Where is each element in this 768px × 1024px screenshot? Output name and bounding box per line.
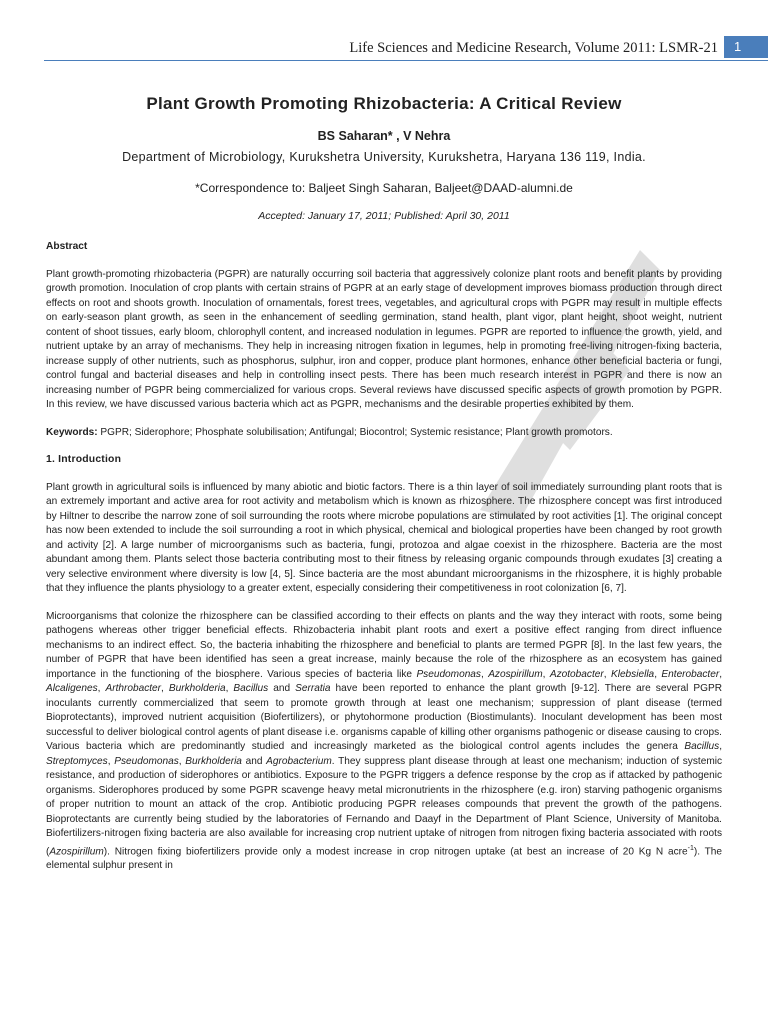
keywords-text: PGPR; Siderophore; Phosphate solubilisation; Antifungal; Biocontrol; Systemic resistance; Plant growth promotors. bbox=[97, 426, 613, 438]
text-run: , bbox=[654, 668, 662, 680]
abstract-text: Plant growth-promoting rhizobacteria (PGPR) are naturally occurring soil bacteria that aggressively colonize plant roots and benefit plants by providing growth promotion. Inoculation of crop plants with certain strains of PGPR at an early stage of development improves biomass production through direct effects on root and shoots growth. Inoculation of ornamentals, forest trees, vegetables, and agricultural crops with PGPR may result in multiple effects on early-season plant growth, as seen in the enhancement of seedling germination, stand health, plant vigor, plant height, shoot weight, nutrient content of shoot tissues, early bloom, chlorophyll content, and increased nodulation in legumes. PGPR are reported to influence the growth, yield, and nutrient uptake by an array of mechanisms. They help in increasing nitrogen fixation in legumes, help in promoting free-living nitrogen-fixing bacteria, increase supply of other nutrients, such as phosphorus, sulphur, iron and copper, produce plant hormones, enhance other beneficial bacteria or fungi, control fungal and bacterial diseases and help in controlling insect pests. There has been much research interest in PGPR and there is now an increasing number of PGPR being commercialized for various crops. Several reviews have discussed specific aspects of growth promotion by PGPR. In this review, we have discussed various bacteria which act as PGPR, mechanisms and the desirable properties exhibited by them. bbox=[46, 268, 722, 410]
text-run: , bbox=[225, 683, 234, 694]
genus-name: Pseudomonas bbox=[114, 755, 179, 767]
text-run: , bbox=[161, 683, 169, 694]
genus-name: Bacillus bbox=[233, 683, 269, 694]
text-run: , bbox=[719, 741, 722, 752]
text-run: . They suppress plant disease through at least one mechanism; induction of systemic resistance, and production of siderophores or antibiotics. Exposure to the PGPR triggers a defence response by the crop as if attacked by pathogenic organisms. Siderophores produced by some PGPR scavenge heavy metal micronutrients in the rhizosphere (e.g. iron) starving pathogenic organisms of proper nutrition to mount an attack of the crop. Antibiotic producing PGPR releases compounds that prevent the growth of the pathogens. Bioprotectants are currently being studied by the laboratories of Fernando and Daayf in the Department of Plant Science, University of Manitoba. Biofertilizers-nitrogen fixing bacteria are also available for increasing crop nutrient uptake of nitrogen from nitrogen fixing bacteria associated with roots ( bbox=[46, 755, 723, 857]
text-run: , bbox=[542, 668, 550, 680]
text-run: , bbox=[97, 683, 106, 694]
paper-body bbox=[46, 240, 722, 887]
text-run: ). Nitrogen fixing biofertilizers provide only a modest increase in crop nitrogen uptake (at best an increase of 20 Kg N acre bbox=[103, 845, 688, 857]
text-run: , bbox=[178, 755, 186, 767]
paper-authors: BS Saharan* , V Nehra bbox=[317, 129, 451, 143]
section-heading-introduction: 1. Introduction bbox=[46, 454, 122, 465]
text-run: , bbox=[719, 668, 723, 680]
genus-name: Azospirillum bbox=[49, 845, 104, 857]
genus-name: Streptomyces bbox=[46, 755, 108, 767]
genus-name: Agrobacterium bbox=[266, 755, 332, 767]
header-rule bbox=[44, 60, 768, 61]
text-run: have been reported to enhance the plant growth [9-12]. There are several PGPR inoculants currently commercialized that seem to promote growth through at least one mechanism; suppression of plant disease (termed Bioprotectants), improved nutrient acquisition (Biofertilizers), or phytohormone production (Biostimulants). Inoculant development has been most successful to deliver biological control agents of plant disease i.e. organisms capable of killing other organisms pathogenic or disease causing to crops. Various bacteria which are predominantly studied and increasingly marketed as the biological control agents includes the genera bbox=[46, 683, 723, 752]
text-run: , bbox=[480, 668, 489, 680]
text-run: ). The elemental sulphur present in bbox=[46, 845, 722, 872]
genus-name: Azotobacter bbox=[549, 668, 604, 680]
intro-paragraph-2 bbox=[46, 610, 722, 874]
genus-name: Pseudomonas bbox=[416, 668, 481, 680]
genus-name: Klebsiella bbox=[610, 668, 655, 680]
genus-name: Enterobacter bbox=[661, 668, 720, 680]
genus-name: Azospirillum bbox=[488, 668, 543, 680]
keywords-line bbox=[46, 426, 722, 441]
paper-title: Plant Growth Promoting Rhizobacteria: A Critical Review bbox=[146, 94, 622, 113]
genus-name: Alcaligenes bbox=[46, 683, 98, 694]
page-number-badge: 1 bbox=[724, 36, 768, 58]
superscript: -1 bbox=[687, 844, 694, 852]
intro-paragraph-1: Plant growth in agricultural soils is influenced by many abiotic and biotic factors. There is a thin layer of soil immediately surrounding plant roots that is an extremely important and active area for root activity and metabolism which is known as rhizosphere. The rhizosphere concept was first introduced by Hiltner to describe the narrow zone of soil surrounding the roots where microbe populations are stimulated by root activities [1]. The original concept has now been extended to include the soil surrounding a root in which physical, chemical and biological properties have been changed by root growth and activity [2]. A large number of microorganisms such as bacteria, fungi, protozoa and algae coexist in the rhizosphere. Bacteria are the most abundant among them. Plants select those bacteria contributing most to their fitness by releasing organic compounds through exudates [3] creating a very selective environment where diversity is low [4, 5]. Since bacteria are the most abundant microorganisms in the rhizosphere, it is highly probable that they influence the plants physiology to a greater extent, especially considering their competitiveness in root colonization [6, 7]. bbox=[46, 481, 722, 594]
text-run: Microorganisms that colonize the rhizosphere can be classified according to their effects on plants and the way they interact with roots, some being pathogens whereas other trigger beneficial effects. Rhizobacteria inhabit plant roots and exert a positive effect ranging from direct influence mechanisms to an indirect effect. So, the bacteria inhabiting the rhizosphere and beneficial to plants are termed PGPR [8]. In the last few years, the number of PGPR that have been identified has seen a great increase, mainly because the role of the rhizosphere as an ecosystem has gained importance in the functioning of the biosphere. Various species of bacteria like bbox=[46, 610, 722, 680]
genus-name: Bacillus bbox=[684, 741, 720, 752]
author-affiliation: Department of Microbiology, Kurukshetra University, Kurukshetra, Haryana 136 119, India. bbox=[122, 150, 646, 164]
page-header bbox=[0, 0, 768, 62]
publication-dates: Accepted: January 17, 2011; Published: April 30, 2011 bbox=[258, 210, 510, 222]
genus-name: Arthrobacter bbox=[105, 683, 162, 694]
correspondence-line: *Correspondence to: Baljeet Singh Saharan, Baljeet@DAAD-alumni.de bbox=[195, 181, 573, 195]
text-run: , bbox=[603, 668, 611, 680]
journal-citation: Life Sciences and Medicine Research, Volume 2011: LSMR-21 bbox=[349, 40, 718, 56]
text-run: and bbox=[241, 755, 267, 767]
genus-name: Burkholderia bbox=[185, 755, 242, 767]
text-run: , bbox=[107, 755, 115, 767]
keywords-label: Keywords: bbox=[46, 426, 98, 438]
text-run: and bbox=[268, 683, 296, 694]
genus-name: Burkholderia bbox=[168, 683, 226, 694]
genus-name: Serratia bbox=[295, 683, 331, 694]
abstract-heading: Abstract bbox=[46, 241, 88, 252]
